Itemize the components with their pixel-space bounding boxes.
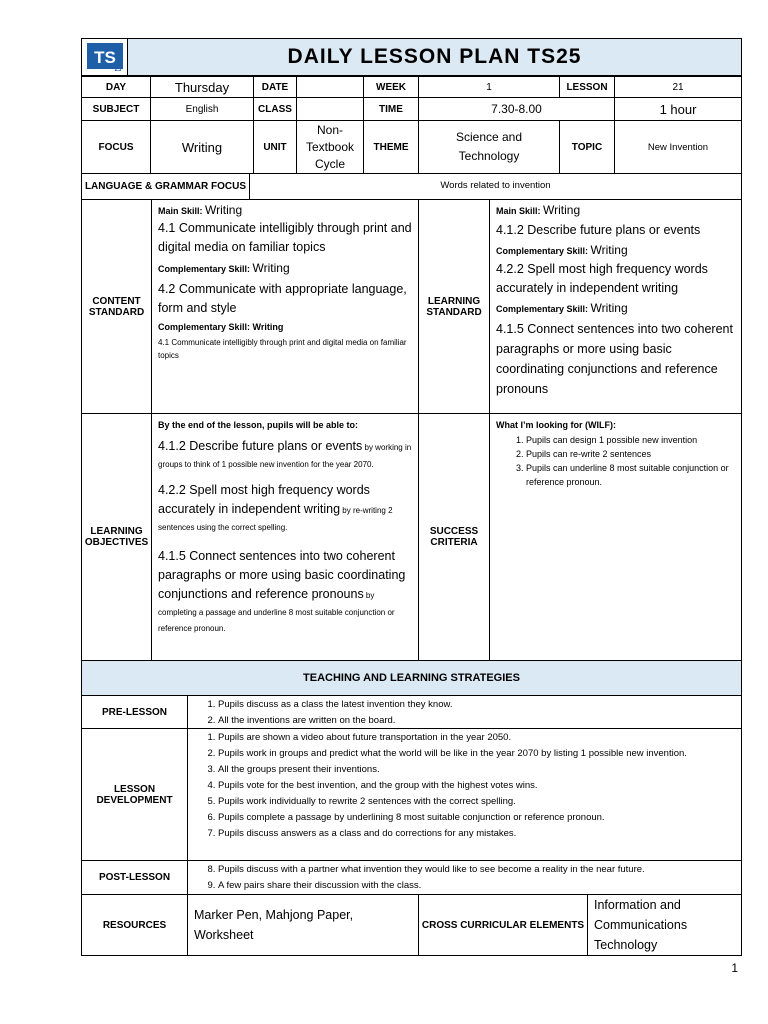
strategies-title: TEACHING AND LEARNING STRATEGIES (81, 660, 742, 696)
post-lesson-label: POST-LESSON (81, 860, 188, 895)
list-item: 2. All the inventions are written on the board. (218, 713, 741, 729)
page-number: 1 (731, 961, 738, 975)
list-item: 8. Pupils discuss with a partner what invention they would like to see become a reality in the near future. (218, 862, 741, 878)
cs-comp2-text: 4.1 Communicate intelligibly through print and digital media on familiar topics (158, 338, 407, 360)
cs-comp-label: Complementary Skill: (158, 264, 253, 274)
page-title: DAILY LESSON PLAN TS25 (127, 38, 742, 76)
theme-label: THEME (363, 120, 419, 174)
ls-main-label: Main Skill: (496, 206, 544, 216)
topic-label: TOPIC (559, 120, 615, 174)
list-item: 4. Pupils vote for the best invention, and the group with the highest votes wins. (218, 778, 741, 794)
learning-objectives-label: LEARNING OBJECTIVES (81, 413, 152, 661)
cs-comp-text: 4.2 Communicate with appropriate language, form and style (158, 282, 407, 315)
objective-1-tail: by working in groups to think of 1 possible new invention for the year 2070. (158, 443, 412, 469)
cs-comp2-label: Complementary Skill: Writing (158, 322, 284, 332)
objective-3-tail: by completing a passage and underline 8 most suitable conjunction or reference pronoun. (158, 591, 395, 633)
grammar-focus-value: Words related to invention (249, 173, 742, 200)
ls-comp-skill: Writing (590, 243, 628, 257)
ls-main-skill: Writing (543, 203, 581, 217)
lesson-value: 21 (614, 76, 742, 98)
resources-label: RESOURCES (81, 894, 188, 956)
unit-value: Non-Textbook Cycle (296, 120, 364, 174)
objective-1-main: 4.1.2 Describe future plans or events (158, 439, 363, 453)
objective-2-tail: by re-writing 2 sentences using the correct spelling. (158, 506, 393, 532)
lesson-development-label: LESSON DEVELOPMENT (81, 728, 188, 861)
svg-text:TS: TS (94, 48, 116, 67)
ls-comp-text: 4.2.2 Spell most high frequency words accurately in independent writing (496, 262, 708, 295)
learning-standard-body (489, 199, 742, 414)
list-item: 1. Pupils discuss as a class the latest invention they know. (218, 697, 741, 713)
list-item: 6. Pupils complete a passage by underlining 8 most suitable conjunction or reference pronoun. (218, 810, 741, 826)
date-value (296, 76, 364, 98)
success-criteria-label: SUCCESS CRITERIA (418, 413, 490, 661)
theme-value: Science and Technology (418, 120, 560, 174)
focus-value: Writing (150, 120, 254, 174)
pre-lesson-body (187, 695, 742, 729)
learning-objectives-body (151, 413, 419, 661)
ls-comp-label: Complementary Skill: (496, 246, 591, 256)
time-value: 7.30-8.00 (418, 97, 615, 121)
list-item: 2. Pupils work in groups and predict what the world will be like in the year 2070 by listing 1 possible new invention. (218, 746, 741, 762)
success-criteria-list (496, 433, 735, 489)
duration-value: 1 hour (614, 97, 742, 121)
objectives-intro: By the end of the lesson, pupils will be able to: (158, 420, 359, 430)
ls-comp2-skill: Writing (590, 301, 628, 315)
topic-value: New Invention (614, 120, 742, 174)
ts25-logo-icon (85, 39, 125, 75)
content-standard-body (151, 199, 419, 414)
cross-curricular-label: CROSS CURRICULAR ELEMENTS (418, 894, 588, 956)
cs-main-label: Main Skill: (158, 206, 206, 216)
content-standard-label: CONTENT STANDARD (81, 199, 152, 414)
class-label: CLASS (253, 97, 297, 121)
success-criteria-body (489, 413, 742, 661)
list-item: 3. All the groups present their inventions. (218, 762, 741, 778)
cross-curricular-value: Information and Communications Technology (587, 894, 742, 956)
day-value: Thursday (150, 76, 254, 98)
cs-main-text: 4.1 Communicate intelligibly through print and digital media on familiar topics (158, 221, 412, 254)
list-item: 1. Pupils can design 1 possible new invention (526, 433, 735, 447)
day-label: DAY (81, 76, 151, 98)
svg-text:25: 25 (114, 67, 122, 73)
class-value (296, 97, 364, 121)
focus-label: FOCUS (81, 120, 151, 174)
date-label: DATE (253, 76, 297, 98)
list-item: 7. Pupils discuss answers as a class and do corrections for any mistakes. (218, 826, 741, 842)
cs-comp-skill: Writing (252, 261, 290, 275)
list-item: 3. Pupils can underline 8 most suitable conjunction or reference pronoun. (526, 461, 735, 489)
list-item: 5. Pupils work individually to rewrite 2 sentences with the correct spelling. (218, 794, 741, 810)
pre-lesson-label: PRE-LESSON (81, 695, 188, 729)
grammar-focus-label: LANGUAGE & GRAMMAR FOCUS (81, 173, 250, 200)
list-item: 9. A few pairs share their discussion with the class. (218, 878, 741, 894)
post-lesson-body (187, 860, 742, 895)
week-label: WEEK (363, 76, 419, 98)
cs-main-skill: Writing (205, 203, 243, 217)
lesson-development-body (187, 728, 742, 861)
subject-label: SUBJECT (81, 97, 151, 121)
week-value: 1 (418, 76, 560, 98)
resources-value: Marker Pen, Mahjong Paper, Worksheet (187, 894, 419, 956)
ls-main-text: 4.1.2 Describe future plans or events (496, 223, 701, 237)
ls-comp2-text: 4.1.5 Connect sentences into two coherent paragraphs or more using basic coordinating conjunctions and reference pronouns (496, 322, 733, 396)
logo (81, 38, 128, 76)
wilf-heading: What I’m looking for (WILF): (496, 420, 616, 430)
lesson-label: LESSON (559, 76, 615, 98)
objective-2-main: 4.2.2 Spell most high frequency words accurately in independent writing (158, 483, 370, 516)
time-label: TIME (363, 97, 419, 121)
subject-value: English (150, 97, 254, 121)
unit-label: UNIT (253, 120, 297, 174)
list-item: 2. Pupils can re-write 2 sentences (526, 447, 735, 461)
ls-comp2-label: Complementary Skill: (496, 304, 591, 314)
list-item: 1. Pupils are shown a video about future transportation in the year 2050. (218, 730, 741, 746)
learning-standard-label: LEARNING STANDARD (418, 199, 490, 414)
objective-3-main: 4.1.5 Connect sentences into two coherent paragraphs or more using basic coordinating conjunctions and reference pronouns (158, 549, 406, 601)
